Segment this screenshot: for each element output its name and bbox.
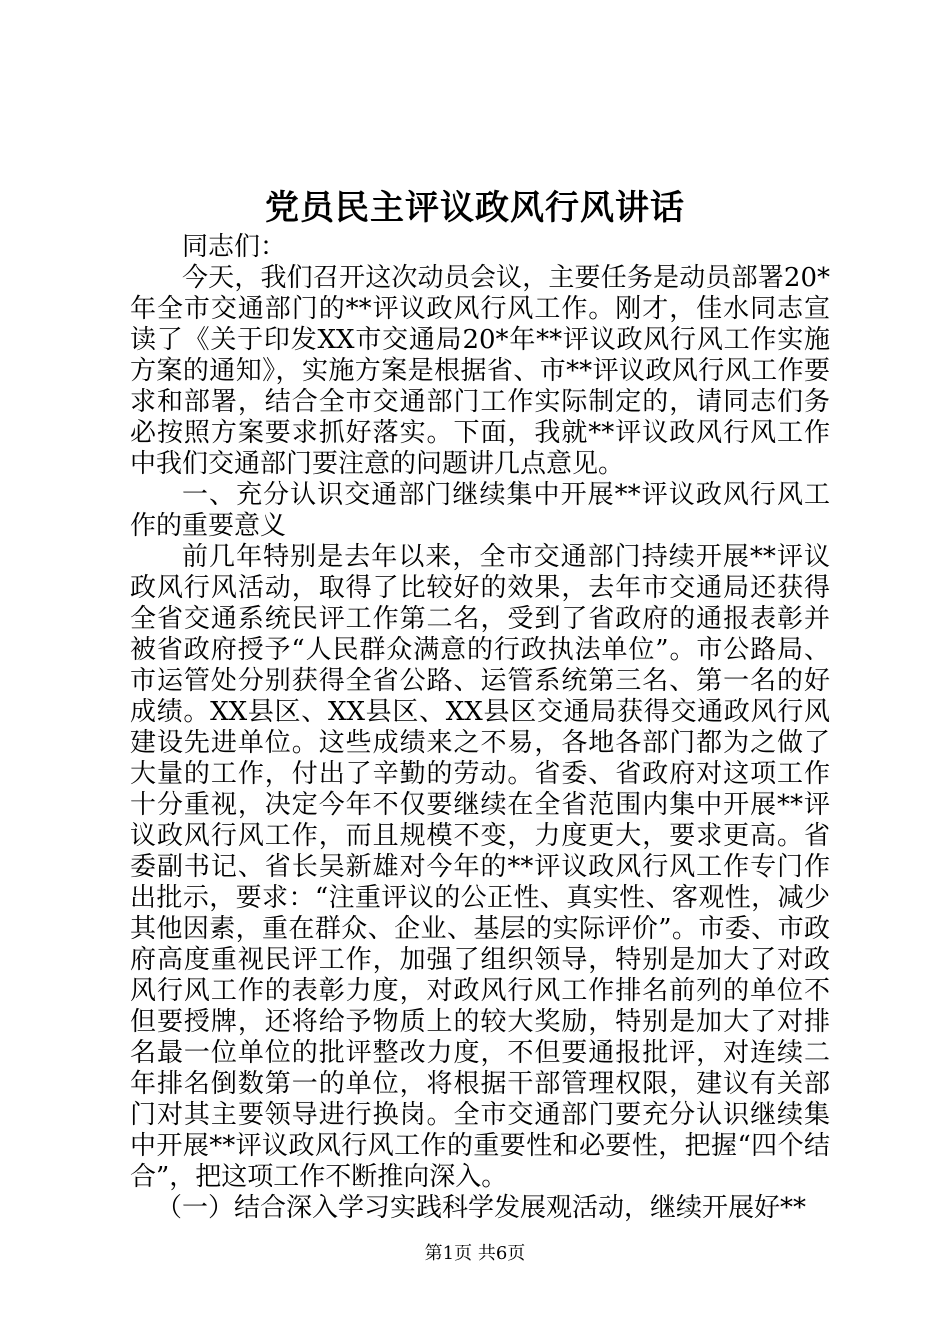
subsection-heading-1: （一）结合深入学习实践科学发展观活动，继续开展好**	[156, 1193, 807, 1223]
section-heading-1: 一、充分认识交通部门继续集中开展**评议政风行风工作的重要意义	[130, 480, 830, 541]
page-footer: 第1页 共6页	[424, 1243, 526, 1264]
body-paragraph: 前几年特别是去年以来，全市交通部门持续开展**评议政风行风活动，取得了比较好的效果，去年市交通局还获得全省交通系统民评工作第二名，受到了省政府的通报表彰并被省政府授予“人民群众满意的行政执法单位”。市公路局、市运管处分别获得全省公路、运管系统第三名、第一名的好成绩。XX县区、XX县区、XX县区交通局获得交通政风行风建设先进单位。这些成绩来之不易，各地各部门都为之做了大量的工作，付出了辛勤的劳动。省委、省政府对这项工作十分重视，决定今年不仅要继续在全省范围内集中开展**评议政风行风工作，而且规模不变，力度更大，要求更高。省委副书记、省长吴新雄对今年的**评议政风行风工作专门作出批示，要求：“注重评议的公正性、真实性、客观性，减少其他因素，重在群众、企业、基层的实际评价”。市委、市政府高度重视民评工作，加强了组织领导，特别是加大了对政风行风工作的表彰力度，对政风行风工作排名前列的单位不但要授牌，还将给予物质上的较大奖励，特别是加大了对排名最一位单位的批评整改力度，不但要通报批评，对连续二年排名倒数第一的单位，将根据干部管理权限，建议有关部门对其主要领导进行换岗。全市交通部门要充分认识继续集中开展**评议政风行风工作的重要性和必要性，把握“四个结合”，把这项工作不断推向深入。	[130, 542, 830, 1192]
salutation-paragraph: 同志们：	[182, 232, 287, 262]
document-body	[130, 232, 830, 1224]
document-title: 党员民主评议政风行风讲话	[265, 188, 685, 228]
intro-paragraph: 今天，我们召开这次动员会议，主要任务是动员部署20*年全市交通部门的**评议政风行风工作。刚才，佳水同志宣读了《关于印发XX市交通局20*年**评议政风行风工作实施方案的通知》，实施方案是根据省、市**评议政风行风工作要求和部署，结合全市交通部门工作实际制定的，请同志们务必按照方案要求抓好落实。下面，我就**评议政风行风工作中我们交通部门要注意的问题讲几点意见。	[130, 263, 830, 479]
